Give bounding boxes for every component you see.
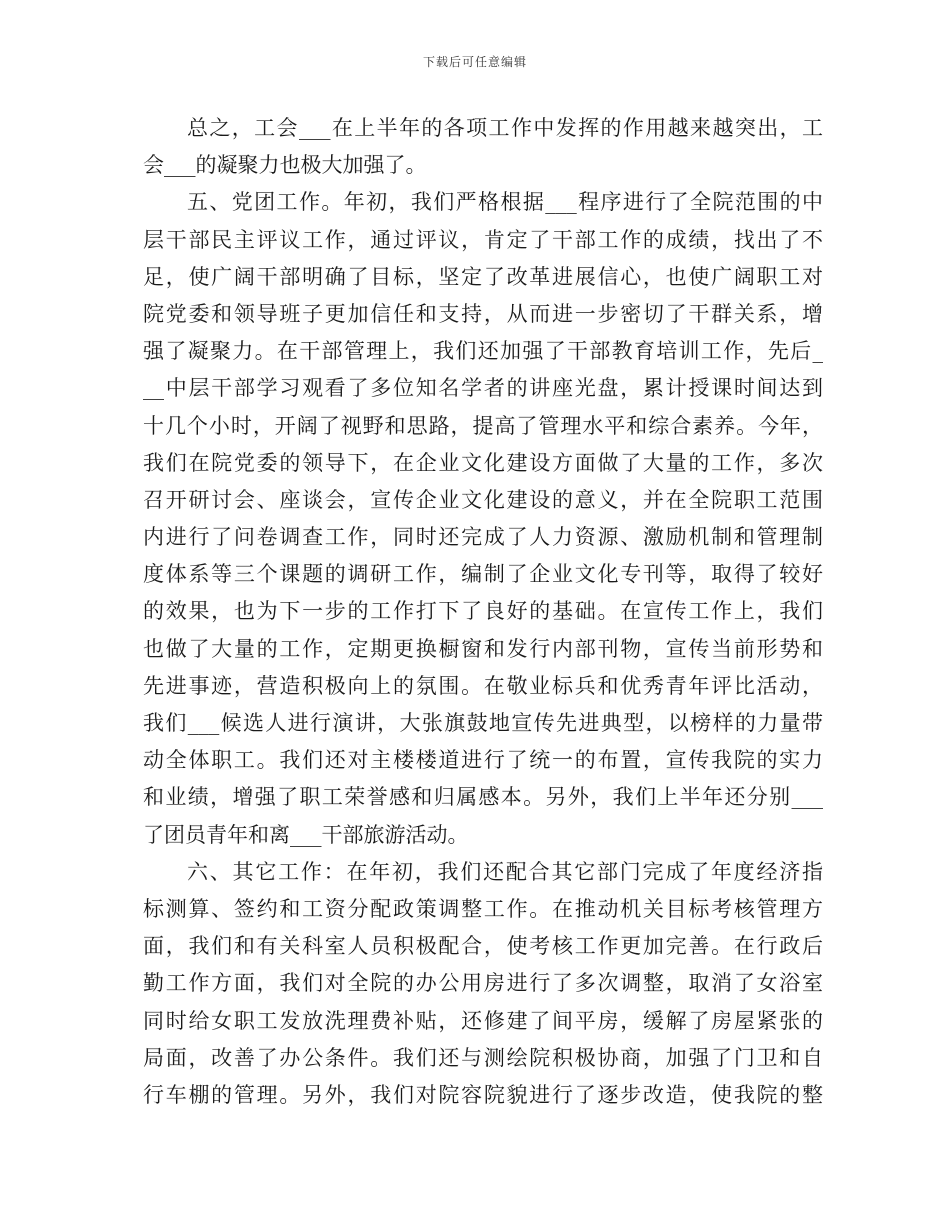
paragraph-2-line-1 (143, 184, 823, 221)
text-line: 院党委和领导班子更加信任和支持，从而进一步密切了干群关系，增 (143, 301, 823, 326)
paragraph-2-line-4 (143, 296, 823, 333)
text-line: 标测算、签约和工资分配政策调整工作。在推动机关目标考核管理方 (143, 896, 823, 921)
text-line: 的效果，也为下一步的工作打下了良好的基础。在宣传工作上，我们 (143, 599, 823, 624)
text-line: 我们在院党委的领导下，在企业文化建设方面做了大量的工作，多次 (143, 450, 823, 475)
paragraph-1-line-1 (143, 110, 823, 147)
paragraph-3-line-6 (143, 1040, 823, 1077)
text-line: 内进行了问卷调查工作，同时还完成了人力资源、激励机制和管理制 (143, 525, 823, 550)
paragraph-2-line-9 (143, 482, 823, 519)
paragraph-2-line-10 (143, 519, 823, 556)
paragraph-2-line-12 (143, 593, 823, 630)
paragraph-3-line-5 (143, 1003, 823, 1040)
text-line: 勤工作方面，我们对全院的办公用房进行了多次调整，取消了女浴室 (143, 971, 823, 996)
paragraph-2-line-5 (143, 333, 823, 370)
paragraph-2-line-13 (143, 631, 823, 668)
paragraph-3-line-7 (143, 1077, 823, 1114)
paragraph-2-line-2 (143, 222, 823, 259)
text-line: 行车棚的管理。另外，我们对院容院貌进行了逐步改造，使我院的整 (143, 1082, 823, 1107)
text-line: 十几个小时，开阔了视野和思路，提高了管理水平和综合素养。今年， (143, 413, 823, 438)
paragraph-3-line-4 (143, 965, 823, 1002)
text-line: 面，我们和有关科室人员积极配合，使考核工作更加完善。在行政后 (143, 934, 823, 959)
text-line: 我们___候选人进行演讲，大张旗鼓地宣传先进典型，以榜样的力量带 (143, 711, 823, 735)
text-line: 也做了大量的工作，定期更换橱窗和发行内部刊物，宣传当前形势和 (143, 636, 823, 661)
text-line: 层干部民主评议工作，通过评议，肯定了干部工作的成绩，找出了不 (143, 227, 823, 252)
paragraph-2-line-8 (143, 445, 823, 482)
text-line: 度体系等三个课题的调研工作，编制了企业文化专刊等，取得了较好 (143, 562, 823, 587)
text-line: 了团员青年和离___干部旅游活动。 (143, 822, 469, 847)
paragraph-1-line-2 (143, 147, 823, 184)
text-line: 总之，工会___在上半年的各项工作中发挥的作用越来越突出，工 (187, 116, 823, 140)
document-body (143, 110, 823, 1114)
text-line: 同时给女职工发放洗理费补贴，还修建了间平房，缓解了房屋紧张的 (143, 1008, 823, 1033)
paragraph-2-line-14 (143, 668, 823, 705)
text-line: __中层干部学习观看了多位知名学者的讲座光盘，累计授课时间达到 (143, 376, 823, 401)
text-line: 五、党团工作。年初，我们严格根据___程序进行了全院范围的中 (187, 190, 823, 215)
text-line: 先进事迹，营造积极向上的氛围。在敬业标兵和优秀青年评比活动， (143, 673, 823, 698)
paragraph-3-line-2 (143, 891, 823, 928)
text-line: 会___的凝聚力也极大加强了。 (143, 153, 427, 178)
text-line: 局面，改善了办公条件。我们还与测绘院积极协商，加强了门卫和自 (143, 1045, 823, 1070)
text-line: 召开研讨会、座谈会，宣传企业文化建设的意义，并在全院职工范围 (143, 487, 823, 512)
paragraph-3-line-1 (143, 854, 823, 891)
paragraph-2-line-6 (143, 370, 823, 407)
text-line: 和业绩，增强了职工荣誉感和归属感本。另外，我们上半年还分别___ (143, 785, 823, 810)
text-line: 足，使广阔干部明确了目标，坚定了改革进展信心，也使广阔职工对 (143, 264, 823, 289)
paragraph-2-line-15 (143, 705, 823, 742)
paragraph-2-line-16 (143, 742, 823, 779)
paragraph-3-line-3 (143, 928, 823, 965)
text-line: 动全体职工。我们还对主楼楼道进行了统一的布置，宣传我院的实力 (143, 748, 823, 773)
paragraph-2-line-7 (143, 408, 823, 445)
paragraph-2-line-11 (143, 556, 823, 593)
paragraph-2-line-3 (143, 259, 823, 296)
paragraph-2-line-18 (143, 817, 823, 854)
page-header: 下载后可任意编辑 (422, 55, 527, 69)
paragraph-2-line-17 (143, 779, 823, 816)
text-line: 强了凝聚力。在干部管理上，我们还加强了干部教育培训工作，先后_ (143, 339, 823, 364)
text-line: 六、其它工作：在年初，我们还配合其它部门完成了年度经济指 (187, 859, 823, 884)
